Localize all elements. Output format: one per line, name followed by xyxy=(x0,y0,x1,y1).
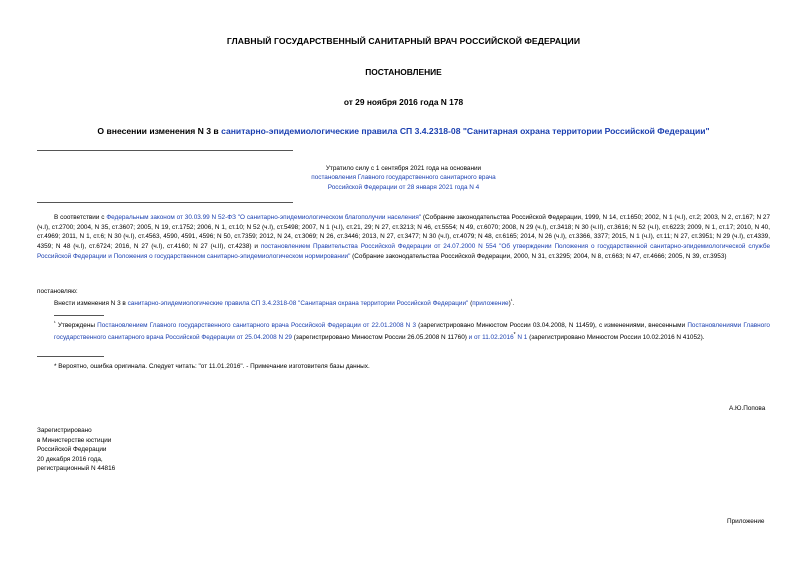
footnote-1-text-6: (зарегистрировано Минюстом России 10.02.2016 N 41052). xyxy=(527,333,705,341)
document-title xyxy=(0,126,807,136)
resolves-text-3: ) xyxy=(508,300,511,308)
title-rules-link[interactable]: санитарно-эпидемиологические правила СП 3.4.2318-08 "Санитарная охрана территории Российской Федерации" xyxy=(221,126,710,136)
resolves-paragraph xyxy=(54,297,514,308)
preamble-text-1: В соответствии с xyxy=(54,214,107,221)
preamble-paragraph xyxy=(37,213,770,262)
rules-link[interactable]: санитарно-эпидемиологические правила СП 3.4.2318-08 "Санитарная охрана территории Российской Федерации" xyxy=(127,300,469,308)
registration-line-4: 20 декабря 2016 года, xyxy=(37,455,103,463)
separator-rule-middle xyxy=(37,202,293,203)
preamble-text-2: (Собрание законодательства Российской Федерации, 1999, N 14, ст.1650; 2002, N 1 (ч.I), ст.2; 2003, N 2, ст.167; N 27 (ч.I), ст.2700; 2004, N 35, ст.3607; 2005, N 19, ст.1752; 2006, N 1, ст.10; N 52 (ч.I), ст.5498; 2007, N 1 (ч.I), ст.21, 29; N 27, ст.3213; N 46, ст.5554; N 49, ст.6070; 2008, N 29 (ч.I), ст.3418; N 30 (ч.II), ст.3616; N 52 (ч.I), ст.6223; 2009, N 1, ст.17; 2010, N 40, ст.4969; 2011, N 1, ст.6; N 30 (ч.I), ст.4563, 4590, 4591, 4596; N 50, ст.7359; 2012, N 24, ст.3069; N 26, ст.3446; 2013, N 27, ст.3477; N 30 (ч.I), ст.4079; N 48, ст.6165; 2014, N 26 (ч.I), ст.3366, 3377; 2015, N 1 (ч.I), ст.11; N 27, ст.3951; N 29 (ч.I), ст.4339, 4359; N 48 (ч.I), ст.6724; 2016, N 27 (ч.I), ст.4160; N 27 (ч.II), ст.4238) и xyxy=(37,214,771,251)
footnote-marker: ¹ xyxy=(510,298,513,304)
footnote-1-star: * xyxy=(513,331,516,338)
resolves-label: постановляю: xyxy=(37,288,78,295)
footnote-1-link-2016[interactable]: от 11.02.2016 xyxy=(474,333,514,341)
validity-note-line1: Утратило силу с 1 сентября 2021 года на основании xyxy=(325,165,482,172)
footnote-1-link-2008-n29[interactable]: Постановлениями Главного государственного санитарного врача Российской Федерации от 25.04.2008 N 29 xyxy=(54,322,770,341)
footnote-1-marker: ¹ xyxy=(54,320,56,326)
footnote-2: * Вероятно, ошибка оригинала. Следует читать: "от 11.01.2016". - Примечание изготовителя базы данных. xyxy=(54,363,370,370)
federal-law-link[interactable]: Федеральным законом от 30.03.99 N 52-ФЗ "О санитарно-эпидемиологическом благополучии населения" xyxy=(106,214,422,221)
registration-line-5: регистрационный N 44816 xyxy=(37,465,116,473)
footnote-1-link-and[interactable]: и xyxy=(468,333,473,341)
appendix-label: Приложение xyxy=(727,518,765,525)
footnote-1 xyxy=(54,319,770,342)
separator-rule-top xyxy=(37,150,293,151)
footnote-rule-1 xyxy=(54,315,104,316)
validity-note-link-line3[interactable]: Российской Федерации от 28 января 2021 года N 4 xyxy=(327,183,480,191)
footnote-1-text-2: (зарегистрировано Минюстом России 03.04.2008, N 11459), с изменениями, внесенными xyxy=(416,322,688,330)
footnote-1-text-1: Утверждены xyxy=(55,322,98,330)
resolves-text-1: Внести изменения N 3 в xyxy=(54,300,128,308)
issuing-authority: ГЛАВНЫЙ ГОСУДАРСТВЕННЫЙ САНИТАРНЫЙ ВРАЧ РОССИЙСКОЙ ФЕДЕРАЦИИ xyxy=(226,36,581,46)
validity-note xyxy=(0,164,807,192)
resolves-text-4: . xyxy=(512,300,515,308)
document-date-number: от 29 ноября 2016 года N 178 xyxy=(343,97,464,107)
title-prefix: О внесении изменения N 3 в xyxy=(97,126,222,136)
appendix-link[interactable]: приложение xyxy=(472,300,509,308)
signature-name: А.Ю.Попова xyxy=(729,405,766,412)
registration-line-2: в Министерстве юстиции xyxy=(37,436,112,444)
registration-block xyxy=(37,426,115,474)
footnote-1-text-3: (зарегистрировано Минюстом России 26.05.2008 N 11760) xyxy=(291,333,469,341)
footnote-rule-2 xyxy=(37,356,104,357)
document-type: ПОСТАНОВЛЕНИЕ xyxy=(365,67,442,77)
resolves-text-2: ( xyxy=(468,300,473,308)
registration-line-1: Зарегистрировано xyxy=(37,427,92,434)
validity-note-link-line2[interactable]: постановления Главного государственного санитарного врача xyxy=(311,174,496,182)
registration-line-3: Российской Федерации xyxy=(37,446,107,454)
footnote-1-link-2008-n3[interactable]: Постановлением Главного государственного санитарного врача Российской Федерации от 22.01.2008 N 3 xyxy=(97,322,416,330)
footnote-1-link-n1[interactable]: N 1 xyxy=(517,333,528,341)
preamble-text-3: (Собрание законодательства Российской Федерации, 2000, N 31, ст.3295; 2004, N 8, ст.663; N 47, ст.4666; 2005, N 39, ст.3953) xyxy=(350,252,727,260)
government-resolution-link[interactable]: постановлением Правительства Российской Федерации от 24.07.2000 N 554 "Об утверждении Положения о государственной санитарно-эпидемиологической службе Российской Федерации и Положения о государственном санитарно-эпидемиологическом нормировании" xyxy=(37,243,770,260)
